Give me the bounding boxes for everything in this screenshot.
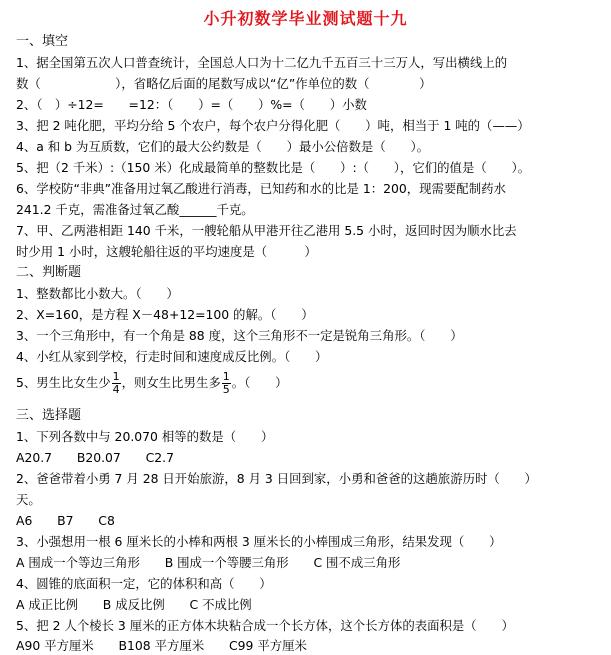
question-text: 5、把（2 千米）:（150 米）化成最简单的整数比是（ ）:（ ），它们的值是（ ）。 bbox=[16, 160, 531, 175]
section-heading-judge: 二、判断题 bbox=[16, 265, 82, 280]
question-text: 6、学校防“非典”准备用过氧乙酸进行消毒，已知药和水的比是 1：200，现需要配制药水 bbox=[16, 181, 506, 196]
question-text: 1、下列各数中与 20.070 相等的数是（ ） bbox=[16, 429, 274, 444]
answer-options: A 成正比例 B 成反比例 C 不成比例 bbox=[16, 597, 252, 612]
section-heading-choice: 三、选择题 bbox=[16, 408, 82, 423]
question-text: 数（ ），省略亿后面的尾数写成以“亿”作单位的数（ ） bbox=[16, 76, 432, 91]
question-text: 时少用 1 小时，这艘轮船往返的平均速度是（ ） bbox=[16, 244, 317, 259]
question-text: 2、（ ）÷12= =12：（ ）=（ ）%=（ ）小数 bbox=[16, 97, 367, 112]
answer-options: A 围成一个等边三角形 B 围成一个等腰三角形 C 围不成三角形 bbox=[16, 555, 401, 570]
answer-options: A6 B7 C8 bbox=[16, 513, 115, 528]
question-text-fractions: 5、男生比女生少 $\frac{1}{4}$ ，则女生比男生多 $\frac{1}{5}$ 。（ ） bbox=[16, 370, 288, 396]
answer-options: A90 平方厘米 B108 平方厘米 C99 平方厘米 bbox=[16, 638, 307, 653]
question-text: 5、把 2 人个棱长 3 厘米的正方体木块粘合成一个长方体，这个长方体的表面积是（ ） bbox=[16, 618, 514, 633]
question-text: 3、把 2 吨化肥，平均分给 5 个农户，每个农户分得化肥（ ）吨，相当于 1 吨的（——） bbox=[16, 118, 530, 133]
question-text: 3、一个三角形中，有一个角是 88 度，这个三角形不一定是锐角三角形。（ ） bbox=[16, 328, 463, 343]
question-text: 4、小红从家到学校，行走时间和速度成反比例。（ ） bbox=[16, 349, 328, 364]
fraction: $\frac{1}{5}$ bbox=[222, 370, 230, 396]
question-text: 241.2 千克，需准备过氧乙酸______千克。 bbox=[16, 202, 254, 217]
question-text: 2、爸爸带着小勇 7 月 28 日开始旅游，8 月 3 日回到家，小勇和爸爸的这趟旅游历时（ ） bbox=[16, 471, 537, 486]
question-text: 1、据全国第五次人口普查统计，全国总人口为十二亿九千五百三十三万人，写出横线上的 bbox=[16, 55, 508, 70]
question-text: 7、甲、乙两港相距 140 千米，一艘轮船从甲港开往乙港用 5.5 小时，返回时因为顺水比去 bbox=[16, 223, 517, 238]
question-text: 2、X=160，是方程 X－48+12=100 的解。（ ） bbox=[16, 307, 314, 322]
question-text: 天。 bbox=[16, 492, 41, 507]
question-text: 4、圆锥的底面积一定，它的体积和高（ ） bbox=[16, 576, 272, 591]
question-text: 3、小强想用一根 6 厘米长的小棒和两根 3 厘米长的小棒围成三角形，结果发现（ ） bbox=[16, 534, 502, 549]
fraction: $\frac{1}{4}$ bbox=[112, 370, 120, 396]
answer-options: A20.7 B20.07 C2.7 bbox=[16, 450, 174, 465]
question-text: 4、a 和 b 为互质数，它们的最大公约数是（ ）最小公倍数是（ ）。 bbox=[16, 139, 430, 154]
question-text: 1、整数都比小数大。（ ） bbox=[16, 286, 179, 301]
section-heading-fill: 一、填空 bbox=[16, 34, 69, 49]
page-title: 小升初数学毕业测试题十九 bbox=[203, 9, 408, 28]
